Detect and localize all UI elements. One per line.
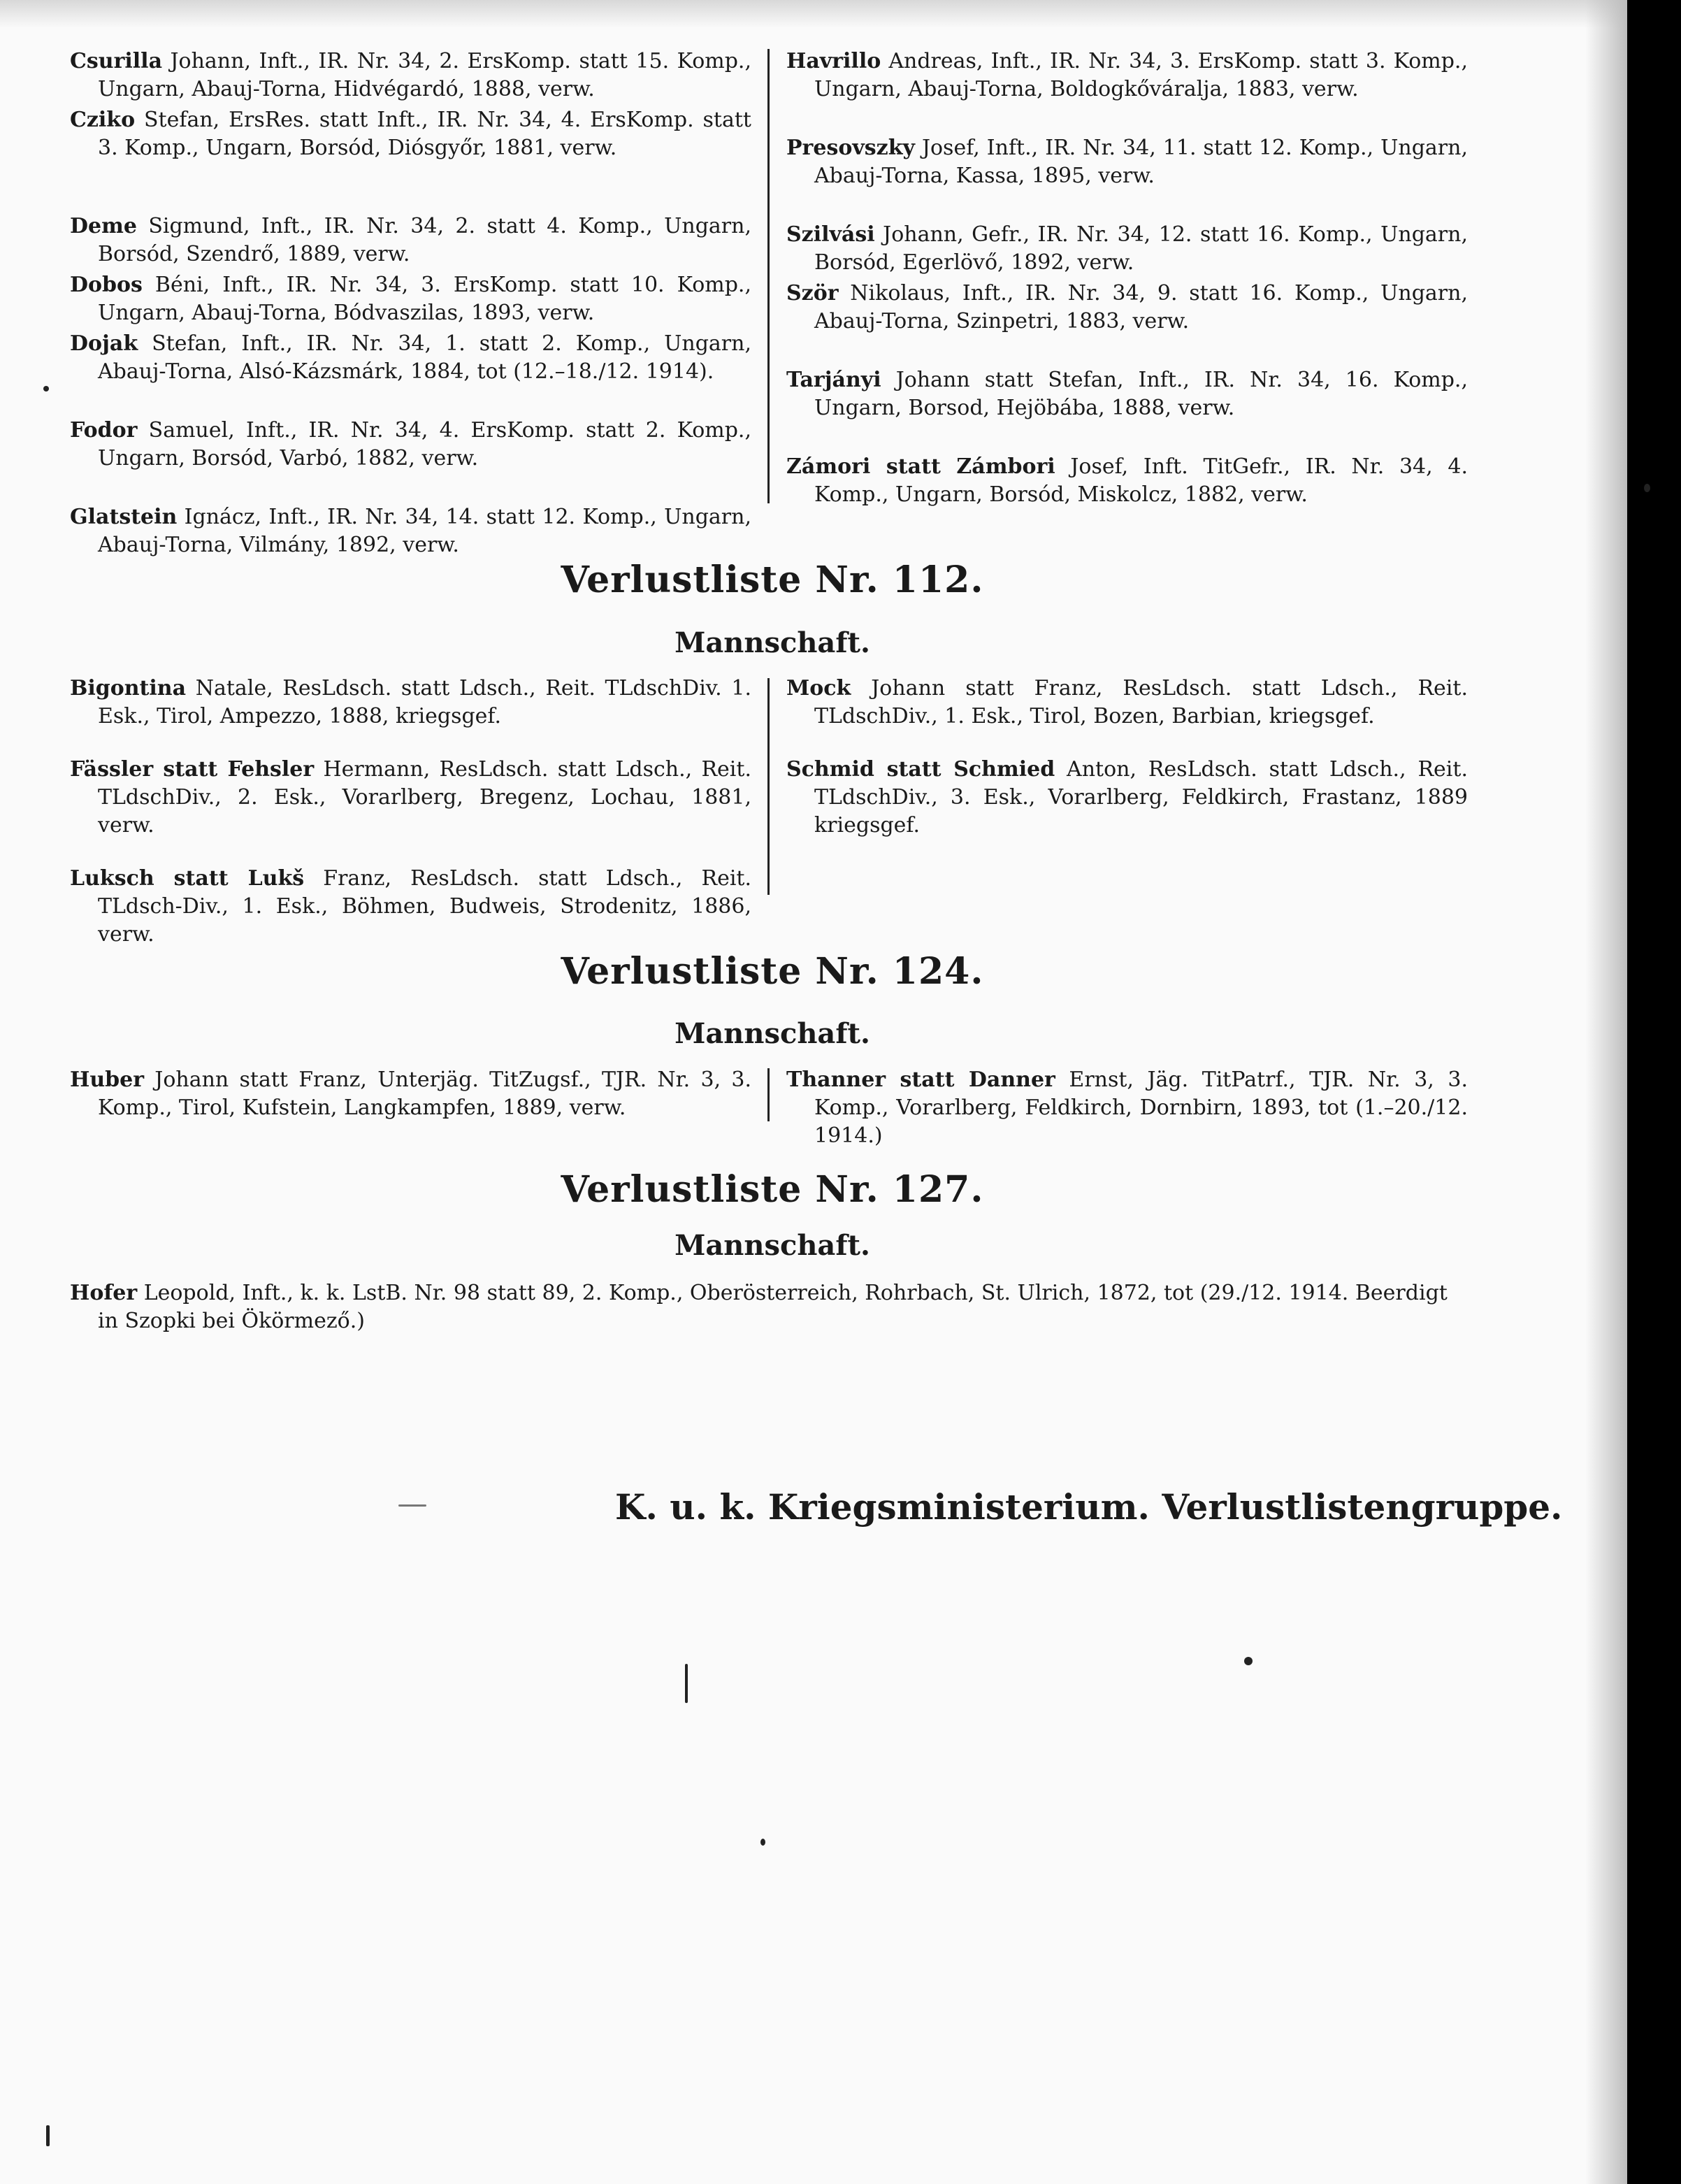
entry xyxy=(70,865,751,949)
section-subtitle-124: Mannschaft. xyxy=(674,1017,870,1050)
entry-name: Deme xyxy=(70,214,137,238)
entry xyxy=(70,675,751,731)
entry-name: Ször xyxy=(786,281,839,306)
column-left-top xyxy=(70,48,751,584)
entry-name: Thanner statt Danner xyxy=(786,1068,1055,1092)
entry-name: Csurilla xyxy=(70,49,163,73)
entry-name: Zámori statt Zámbori xyxy=(786,454,1055,479)
entry xyxy=(70,756,751,840)
scan-speck xyxy=(43,386,49,391)
entry xyxy=(70,1279,1468,1335)
scan-speck xyxy=(46,2125,50,2146)
signature-line: K. u. k. Kriegsministerium. Verlustlistengruppe. xyxy=(615,1486,1563,1528)
column-right-112 xyxy=(786,675,1468,865)
entry-text: Leopold, Inft., k. k. LstB. Nr. 98 statt 89, 2. Komp., Oberösterreich, Rohrbach, St. Ulrich, 1872, tot (29./12. 1914. Beerdigt in Szopki bei Ökörmező.) xyxy=(98,1281,1448,1333)
entry-text: Josef, Inft., IR. Nr. 34, 11. statt 12. Komp., Ungarn, Abauj-Torna, Kassa, 1895, verw. xyxy=(814,136,1468,188)
entry xyxy=(70,213,751,268)
entry-name: Szilvási xyxy=(786,222,875,247)
entry xyxy=(70,106,751,162)
scan-speck xyxy=(760,1839,765,1846)
full-width-entry-127 xyxy=(70,1279,1468,1335)
entry-text: Ernst, Jäg. TitPatrf., TJR. Nr. 3, 3. Komp., Vorarlberg, Feldkirch, Dornbirn, 1893, tot (1.–20./12. 1914.) xyxy=(814,1068,1469,1148)
entry xyxy=(70,330,751,386)
entry-name: Fodor xyxy=(70,418,138,443)
column-divider xyxy=(767,49,770,503)
entry xyxy=(786,221,1468,277)
entry-text: Ignácz, Inft., IR. Nr. 34, 14. statt 12. Komp., Ungarn, Abauj-Torna, Vilmány, 1892, verw. xyxy=(98,505,751,557)
entry-text: Johann, Inft., IR. Nr. 34, 2. ErsKomp. statt 15. Komp., Ungarn, Abauj-Torna, Hidvégardó, 1888, verw. xyxy=(98,49,751,101)
entry-name: Fässler statt Fehsler xyxy=(70,757,315,782)
section-subtitle-127: Mannschaft. xyxy=(674,1229,870,1262)
entry xyxy=(786,453,1468,509)
entry-name: Luksch statt Lukš xyxy=(70,866,305,891)
scan-speck xyxy=(1644,484,1650,492)
column-left-112 xyxy=(70,675,751,974)
entry xyxy=(786,134,1468,190)
entry-name: Glatstein xyxy=(70,505,178,529)
column-divider xyxy=(767,678,770,895)
entry xyxy=(786,366,1468,422)
entry-name: Dojak xyxy=(70,331,138,356)
section-subtitle-112: Mannschaft. xyxy=(674,626,870,659)
entry-text: Samuel, Inft., IR. Nr. 34, 4. ErsKomp. statt 2. Komp., Ungarn, Borsód, Varbó, 1882, verw. xyxy=(98,418,751,470)
entry-text: Johann, Gefr., IR. Nr. 34, 12. statt 16. Komp., Ungarn, Borsód, Egerlövő, 1892, verw. xyxy=(814,222,1468,275)
section-title-127: Verlustliste Nr. 127. xyxy=(561,1168,984,1211)
column-right-124 xyxy=(786,1066,1468,1175)
entry xyxy=(70,503,751,559)
entry-text: Stefan, Inft., IR. Nr. 34, 1. statt 2. Komp., Ungarn, Abauj-Torna, Alsó-Kázsmárk, 1884, tot (12.–18./12. 1914). xyxy=(98,331,751,384)
column-divider xyxy=(767,1068,770,1121)
entry-name: Schmid statt Schmied xyxy=(786,757,1055,782)
entry-name: Hofer xyxy=(70,1281,138,1305)
entry xyxy=(786,675,1468,731)
entry xyxy=(786,1066,1468,1150)
entry xyxy=(70,1066,751,1122)
section-title-124: Verlustliste Nr. 124. xyxy=(561,950,984,993)
entry-text: Andreas, Inft., IR. Nr. 34, 3. ErsKomp. statt 3. Komp., Ungarn, Abauj-Torna, Boldogkőváralja, 1883, verw. xyxy=(814,49,1468,101)
entry-text: Johann statt Franz, ResLdsch. statt Ldsch., Reit. TLdschDiv., 1. Esk., Tirol, Bozen, Barbian, kriegsgef. xyxy=(814,676,1468,728)
entry xyxy=(786,48,1468,103)
entry xyxy=(786,280,1468,336)
entry-text: Stefan, ErsRes. statt Inft., IR. Nr. 34, 4. ErsKomp. statt 3. Komp., Ungarn, Borsód, Diósgyőr, 1881, verw. xyxy=(98,108,751,160)
column-left-124 xyxy=(70,1066,751,1147)
entry-text: Anton, ResLdsch. statt Ldsch., Reit. TLdschDiv., 3. Esk., Vorarlberg, Feldkirch, Frastanz, 1889 kriegsgef. xyxy=(814,757,1468,838)
entry-text: Franz, ResLdsch. statt Ldsch., Reit. TLdsch-Div., 1. Esk., Böhmen, Budweis, Strodenitz, 1886, verw. xyxy=(98,866,752,947)
entry xyxy=(786,756,1468,840)
entry-name: Mock xyxy=(786,676,851,701)
entry-name: Huber xyxy=(70,1068,145,1092)
scan-speck xyxy=(685,1664,688,1703)
entry-text: Béni, Inft., IR. Nr. 34, 3. ErsKomp. statt 10. Komp., Ungarn, Abauj-Torna, Bódvaszilas, 1893, verw. xyxy=(98,273,751,325)
scan-speck xyxy=(1244,1657,1253,1665)
entry-name: Dobos xyxy=(70,273,143,297)
entry-text: Hermann, ResLdsch. statt Ldsch., Reit. TLdschDiv., 2. Esk., Vorarlberg, Bregenz, Lochau, 1881, verw. xyxy=(98,757,751,838)
scan-speck xyxy=(398,1504,426,1507)
section-title-112: Verlustliste Nr. 112. xyxy=(561,559,984,601)
entry xyxy=(70,48,751,103)
entry-name: Tarjányi xyxy=(786,368,881,392)
entry xyxy=(70,271,751,327)
entry-name: Presovszky xyxy=(786,136,915,160)
entry-text: Sigmund, Inft., IR. Nr. 34, 2. statt 4. Komp., Ungarn, Borsód, Szendrő, 1889, verw. xyxy=(98,214,751,266)
entry-name: Cziko xyxy=(70,108,136,132)
entry-text: Johann statt Franz, Unterjäg. TitZugsf., TJR. Nr. 3, 3. Komp., Tirol, Kufstein, Langkampfen, 1889, verw. xyxy=(98,1068,751,1120)
entry-text: Josef, Inft. TitGefr., IR. Nr. 34, 4. Komp., Ungarn, Borsód, Miskolcz, 1882, verw. xyxy=(814,454,1468,507)
entry-text: Johann statt Stefan, Inft., IR. Nr. 34, 16. Komp., Ungarn, Borsod, Hejöbába, 1888, verw. xyxy=(814,368,1468,420)
entry-name: Havrillo xyxy=(786,49,881,73)
entry-text: Natale, ResLdsch. statt Ldsch., Reit. TLdschDiv. 1. Esk., Tirol, Ampezzo, 1888, kriegsgef. xyxy=(98,676,751,728)
entry-name: Bigontina xyxy=(70,676,187,701)
entry-text: Nikolaus, Inft., IR. Nr. 34, 9. statt 16. Komp., Ungarn, Abauj-Torna, Szinpetri, 1883, verw. xyxy=(814,281,1468,333)
entry xyxy=(70,417,751,473)
column-right-top xyxy=(786,48,1468,534)
